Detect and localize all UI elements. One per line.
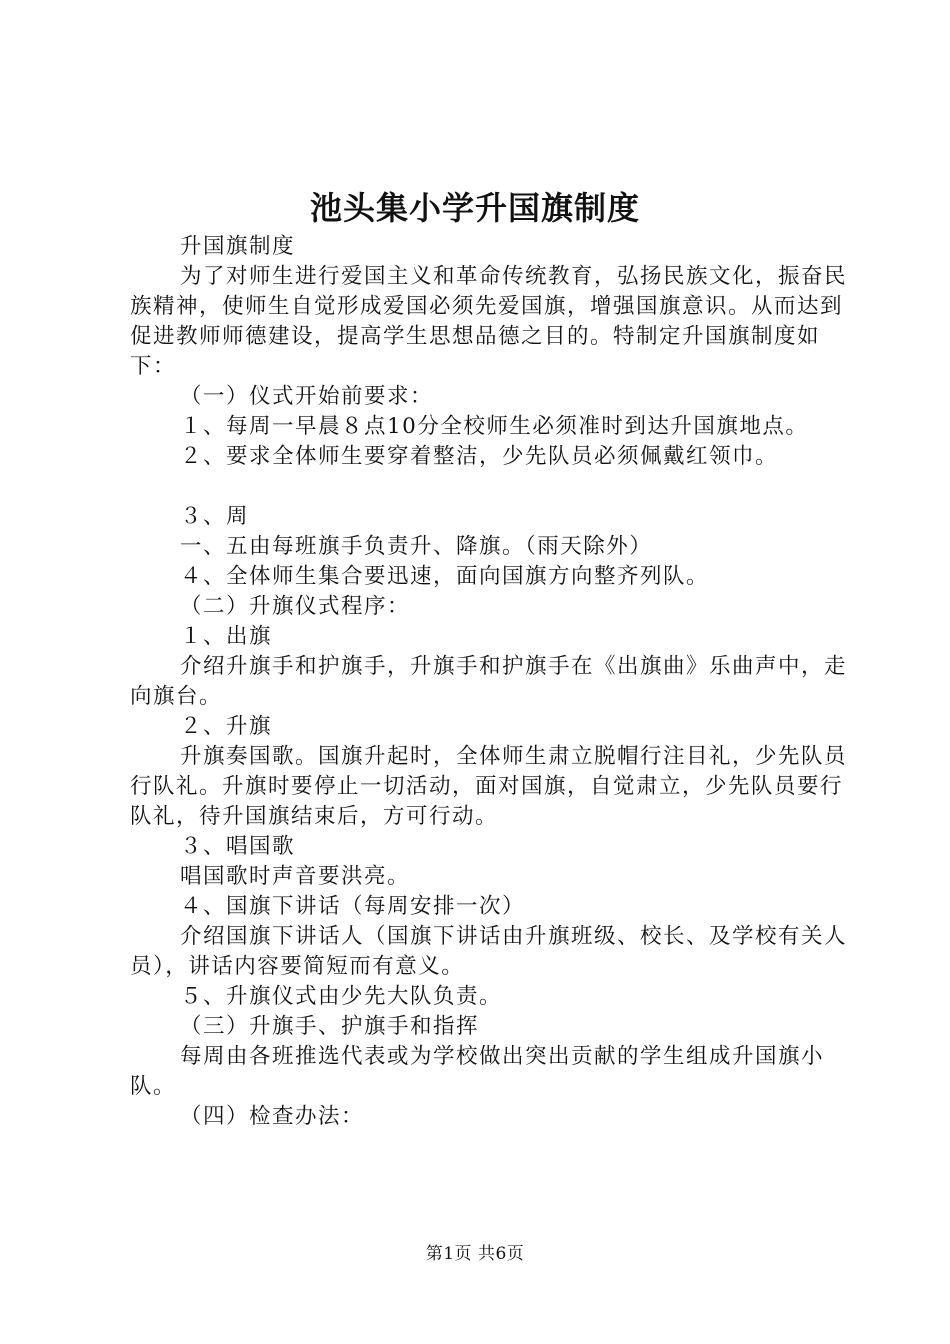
paragraph: 介绍升旗手和护旗手，升旗手和护旗手在《出旗曲》乐曲声中，走向旗台。 xyxy=(130,654,848,709)
paragraph: ３、唱国歌 xyxy=(180,834,296,859)
paragraph: ５、升旗仪式由少先大队负责。 xyxy=(180,984,503,1009)
paragraph: （二）升旗仪式程序： xyxy=(180,594,411,619)
paragraph: （一）仪式开始前要求： xyxy=(180,384,434,409)
paragraph: 为了对师生进行爱国主义和革命传统教育，弘扬民族文化，振奋民族精神，使师生自觉形成爱国必须先爱国旗，增强国旗意识。从而达到促进教师师德建设，提高学生思想品德之目的。特制定升国旗制度如下： xyxy=(130,264,848,379)
document-body xyxy=(130,232,850,1132)
paragraph: 升国旗制度 xyxy=(180,234,296,259)
paragraph: 唱国歌时声音要洪亮。 xyxy=(180,864,411,889)
document-title: 池头集小学升国旗制度 xyxy=(309,189,640,227)
paragraph: ２、升旗 xyxy=(180,714,273,739)
paragraph: 一、五由每班旗手负责升、降旗。（雨天除外） xyxy=(180,534,653,559)
paragraph: 每周由各班推选代表或为学校做出突出贡献的学生组成升国旗小队。 xyxy=(130,1044,825,1099)
paragraph: １、出旗 xyxy=(180,624,273,649)
paragraph: 升旗奏国歌。国旗升起时，全体师生肃立脱帽行注目礼，少先队员行队礼。升旗时要停止一切活动，面对国旗，自觉肃立，少先队员要行队礼，待升国旗结束后，方可行动。 xyxy=(130,744,848,829)
paragraph: １、每周一早晨８点10分全校师生必须准时到达升国旗地点。 xyxy=(180,414,809,439)
page-footer: 第1页 共6页 xyxy=(425,1244,525,1264)
paragraph: ４、国旗下讲话（每周安排一次） xyxy=(180,894,526,919)
paragraph: ４、全体师生集合要迅速，面向国旗方向整齐列队。 xyxy=(180,564,710,589)
paragraph: ２、要求全体师生要穿着整洁，少先队员必须佩戴红领巾。 xyxy=(180,444,779,469)
blank-line xyxy=(130,472,850,502)
paragraph: （四）检查办法： xyxy=(180,1104,365,1129)
paragraph: 介绍国旗下讲话人（国旗下讲话由升旗班级、校长、及学校有关人员），讲话内容要简短而有意义。 xyxy=(130,924,848,979)
paragraph: （三）升旗手、护旗手和指挥 xyxy=(180,1014,480,1039)
paragraph: ３、周 xyxy=(180,504,250,529)
